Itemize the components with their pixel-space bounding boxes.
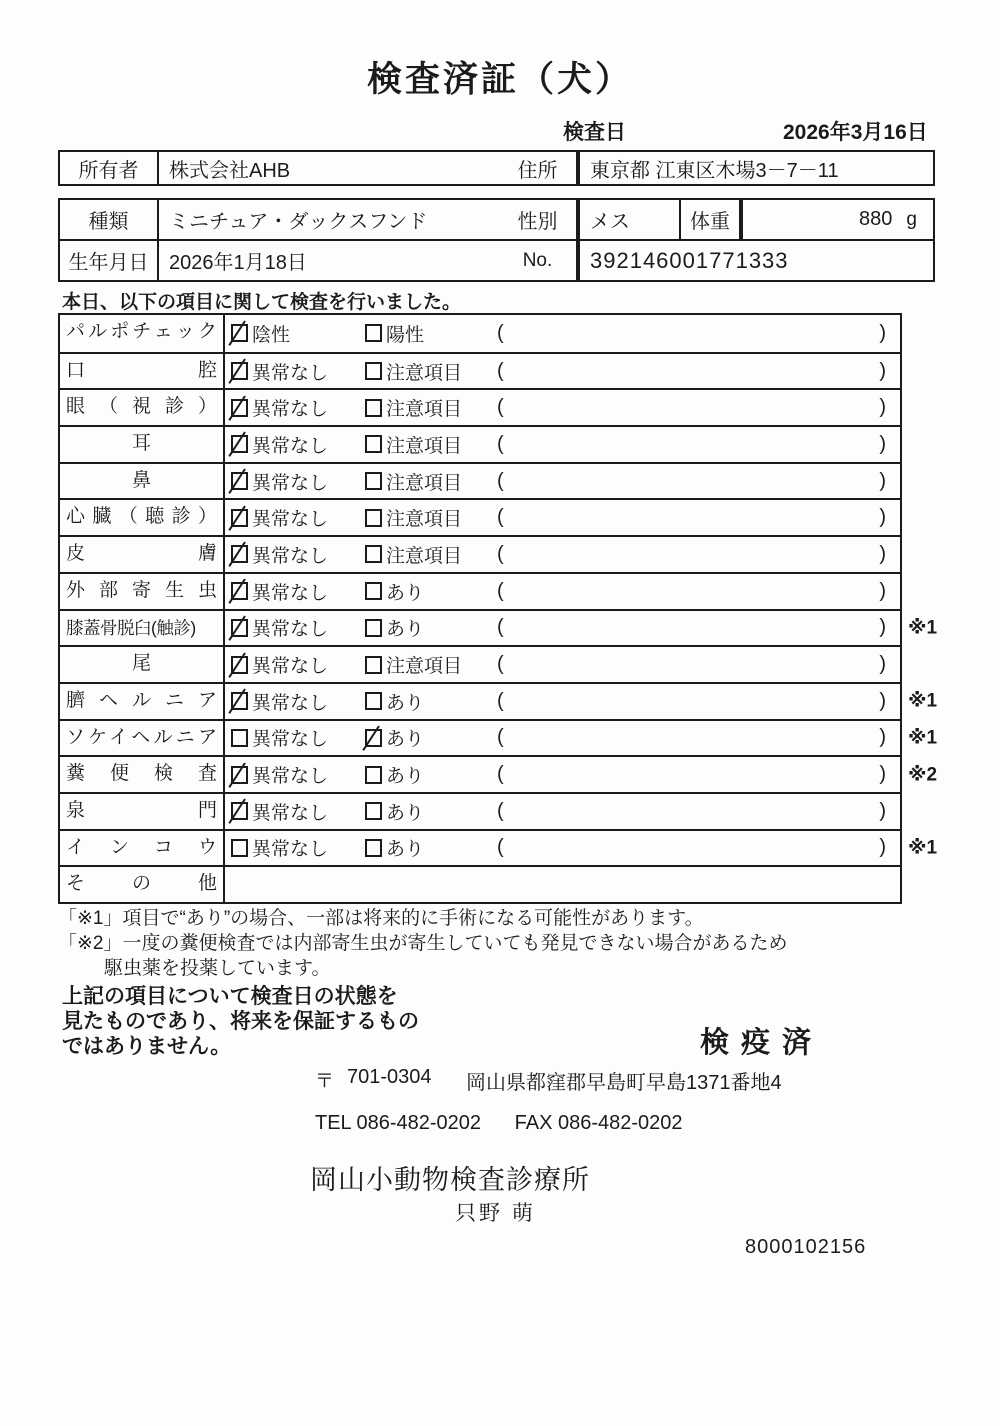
paren-open: ( xyxy=(497,836,504,859)
exam-checkbox xyxy=(365,802,382,820)
note-badge: ※1 xyxy=(908,727,938,749)
exam-row xyxy=(60,755,938,792)
paren-close: ) xyxy=(879,359,886,382)
number-value: 392146001771333 xyxy=(578,241,933,280)
owner-address-table xyxy=(58,150,935,186)
exam-row xyxy=(60,792,900,829)
exam-option-label: 異常なし xyxy=(252,472,329,494)
exam-row xyxy=(60,352,900,389)
paren-close: ) xyxy=(879,469,886,492)
exam-option xyxy=(365,394,497,421)
intro-sentence: 本日、以下の項目に関して検査を行いました。 xyxy=(62,292,462,313)
birthdate-label: 生年月日 xyxy=(60,241,159,280)
exam-option-label: 異常なし xyxy=(252,399,329,421)
paren-close: ) xyxy=(879,579,886,602)
paren-open: ( xyxy=(497,689,504,712)
note-badge: ※1 xyxy=(908,617,938,639)
paren-open: ( xyxy=(497,359,504,382)
exam-option-label: 異常なし xyxy=(252,362,329,384)
paren-close: ) xyxy=(879,506,886,529)
exam-option xyxy=(231,798,365,825)
exam-checkbox xyxy=(365,729,382,747)
birth-number-row xyxy=(60,239,933,280)
exam-option-label: 注意項目 xyxy=(386,399,463,421)
exam-checkbox xyxy=(231,839,248,857)
exam-checkbox xyxy=(231,435,248,453)
exam-checkbox xyxy=(231,472,248,490)
sex-label: 性別 xyxy=(499,200,578,239)
paren-open: ( xyxy=(497,506,504,529)
exam-option xyxy=(231,358,365,385)
exam-row-label: 鼻 xyxy=(60,464,225,499)
exam-option xyxy=(365,504,497,531)
exam-row-label: 心臓（聴診） xyxy=(60,500,225,535)
exam-table xyxy=(58,313,938,904)
tel-number: TEL 086-482-0202 xyxy=(315,1112,482,1134)
exam-row-label: ソケイヘルニア xyxy=(60,721,225,756)
exam-row-label: その他 xyxy=(60,867,225,902)
exam-option xyxy=(365,651,497,678)
exam-checkbox xyxy=(365,324,382,342)
paren-open: ( xyxy=(497,321,504,344)
owner-row xyxy=(60,152,933,184)
paren-open: ( xyxy=(497,616,504,639)
exam-option xyxy=(365,724,497,751)
exam-option xyxy=(231,394,365,421)
exam-checkbox xyxy=(365,399,382,417)
paren-close: ) xyxy=(879,799,886,822)
exam-option-label: 異常なし xyxy=(252,656,329,678)
exam-row-label: 臍ヘルニア xyxy=(60,684,225,719)
exam-row-content xyxy=(225,647,900,682)
exam-option-label: 異常なし xyxy=(252,766,329,788)
exam-checkbox xyxy=(365,839,382,857)
paren-open: ( xyxy=(497,396,504,419)
paren-open: ( xyxy=(497,432,504,455)
paren-open: ( xyxy=(497,726,504,749)
exam-option xyxy=(231,834,365,861)
exam-checkbox xyxy=(365,656,382,674)
quarantine-stamp: 検疫済 xyxy=(700,1027,824,1059)
exam-option-label: 注意項目 xyxy=(386,472,463,494)
exam-row-label: 眼（視診） xyxy=(60,390,225,425)
exam-row-label: 泉門 xyxy=(60,794,225,829)
exam-row xyxy=(60,462,900,499)
disclaimer-line: 見たものであり、将来を保証するもの xyxy=(62,1010,419,1033)
exam-row-content xyxy=(225,315,900,352)
exam-option xyxy=(365,320,497,347)
exam-row xyxy=(60,315,900,352)
clinic-name: 岡山小動物検査診療所 xyxy=(310,1165,590,1195)
postal-code: 701-0304 xyxy=(347,1066,432,1088)
owner-value: 株式会社AHB xyxy=(169,159,291,182)
exam-row-label: パルポチェック xyxy=(60,315,225,352)
exam-option-label: あり xyxy=(386,582,425,604)
weight-unit: g xyxy=(906,208,917,230)
owner-label: 所有者 xyxy=(60,152,159,184)
exam-checkbox xyxy=(231,582,248,600)
exam-row-content xyxy=(225,757,900,792)
exam-option-label: 注意項目 xyxy=(386,435,463,457)
clinic-address: 岡山県都窪郡早島町早島1371番地4 xyxy=(466,1072,782,1094)
paren-open: ( xyxy=(497,579,504,602)
exam-checkbox xyxy=(365,692,382,710)
exam-option-label: あり xyxy=(386,766,425,788)
exam-row xyxy=(60,572,900,609)
exam-option xyxy=(231,431,365,458)
footnote-1: 「※1」項目で“あり”の場合、一部は将来的に手術になる可能性があります。 xyxy=(58,908,704,929)
weight-label: 体重 xyxy=(679,200,741,239)
paren-close: ) xyxy=(879,616,886,639)
exam-option xyxy=(365,798,497,825)
exam-row-content xyxy=(225,721,900,756)
paren-close: ) xyxy=(879,321,886,344)
exam-checkbox xyxy=(365,545,382,563)
exam-checkbox xyxy=(231,545,248,563)
exam-checkbox xyxy=(231,802,248,820)
exam-option-label: 異常なし xyxy=(252,692,329,714)
exam-option xyxy=(365,761,497,788)
exam-row xyxy=(60,719,938,756)
exam-row-label: 外部寄生虫 xyxy=(60,574,225,609)
note-badge: ※1 xyxy=(908,837,938,859)
exam-checkbox xyxy=(365,472,382,490)
exam-row-content xyxy=(225,611,900,646)
paren-open: ( xyxy=(497,763,504,786)
exam-row-content xyxy=(225,574,900,609)
exam-option-label: 注意項目 xyxy=(386,545,463,567)
exam-option xyxy=(231,320,365,347)
paren-open: ( xyxy=(497,542,504,565)
exam-checkbox xyxy=(365,582,382,600)
address-label: 住所 xyxy=(499,152,578,184)
note-badge: ※2 xyxy=(908,764,938,786)
exam-option xyxy=(231,724,365,751)
exam-option-label: 注意項目 xyxy=(386,656,463,678)
exam-option-label: あり xyxy=(386,729,425,751)
exam-row-label: インコウ xyxy=(60,831,225,866)
exam-checkbox xyxy=(231,399,248,417)
exam-option-label: 異常なし xyxy=(252,839,329,861)
exam-row xyxy=(60,829,938,866)
exam-option-label: 異常なし xyxy=(252,619,329,641)
footnote-2-line2: 駆虫薬を投薬しています。 xyxy=(104,958,331,979)
exam-row xyxy=(60,498,900,535)
tel-fax-line xyxy=(315,1112,683,1135)
inspection-date-value: 2026年3月16日 xyxy=(783,121,928,144)
paren-close: ) xyxy=(879,689,886,712)
exam-option xyxy=(365,578,497,605)
exam-row-content xyxy=(225,684,900,719)
exam-option xyxy=(365,688,497,715)
exam-row-label: 口腔 xyxy=(60,354,225,389)
exam-row xyxy=(60,645,900,682)
exam-checkbox xyxy=(365,509,382,527)
exam-option-label: あり xyxy=(386,802,425,824)
exam-row-label: 皮膚 xyxy=(60,537,225,572)
exam-checkbox xyxy=(365,766,382,784)
exam-option-label: 異常なし xyxy=(252,509,329,531)
exam-option-label: 注意項目 xyxy=(386,509,463,531)
exam-row-content xyxy=(225,537,900,572)
paren-open: ( xyxy=(497,799,504,822)
exam-option xyxy=(365,468,497,495)
exam-row-content xyxy=(225,794,900,829)
note-badge: ※1 xyxy=(908,690,938,712)
postal-mark: 〒 xyxy=(315,1071,335,1092)
exam-row xyxy=(60,535,900,572)
paren-close: ) xyxy=(879,542,886,565)
exam-row-label: 耳 xyxy=(60,427,225,462)
exam-option-label: 異常なし xyxy=(252,729,329,751)
disclaimer-line: ではありません。 xyxy=(62,1035,232,1058)
footnote-2-line1: 「※2」一度の糞便検査では内部寄生虫が寄生していても発見できない場合があるため xyxy=(58,933,788,954)
weight-value: 880 xyxy=(859,208,893,230)
exam-row xyxy=(60,609,938,646)
exam-option xyxy=(365,614,497,641)
paren-close: ) xyxy=(879,763,886,786)
exam-option xyxy=(231,688,365,715)
paren-close: ) xyxy=(879,396,886,419)
exam-row xyxy=(60,682,938,719)
exam-row-label: 糞便検査 xyxy=(60,757,225,792)
exam-option xyxy=(231,614,365,641)
exam-option xyxy=(365,541,497,568)
exam-row-content xyxy=(225,867,900,902)
animal-info-table xyxy=(58,198,935,282)
breed-label: 種類 xyxy=(60,200,159,239)
exam-option xyxy=(365,358,497,385)
paren-open: ( xyxy=(497,469,504,492)
exam-checkbox xyxy=(365,435,382,453)
exam-checkbox xyxy=(231,692,248,710)
exam-option-label: 異常なし xyxy=(252,582,329,604)
exam-row xyxy=(60,425,900,462)
exam-checkbox xyxy=(231,656,248,674)
exam-option-label: あり xyxy=(386,619,425,641)
exam-row-content xyxy=(225,427,900,462)
address-value: 東京都 江東区木場3－7－11 xyxy=(578,152,933,184)
fax-number: FAX 086-482-0202 xyxy=(514,1112,683,1134)
paren-open: ( xyxy=(497,653,504,676)
exam-row xyxy=(60,388,900,425)
disclaimer-line: 上記の項目について検査日の状態を xyxy=(62,985,398,1008)
sex-value: メス xyxy=(578,200,679,239)
exam-option xyxy=(231,761,365,788)
exam-option xyxy=(365,431,497,458)
paren-close: ) xyxy=(879,726,886,749)
exam-option xyxy=(231,504,365,531)
exam-row-content xyxy=(225,354,900,389)
paren-close: ) xyxy=(879,432,886,455)
exam-option-label: 注意項目 xyxy=(386,362,463,384)
breed-value: ミニチュア・ダックスフンド xyxy=(169,211,428,233)
exam-row-label: 膝蓋骨脱臼(触診) xyxy=(60,611,225,646)
page-title: 検査済証（犬） xyxy=(366,60,633,99)
exam-row-content xyxy=(225,464,900,499)
veterinarian-name: 只野 萌 xyxy=(455,1202,536,1225)
exam-option xyxy=(231,468,365,495)
exam-option-label: あり xyxy=(386,692,425,714)
exam-option-label: 異常なし xyxy=(252,802,329,824)
exam-option-label: 陽性 xyxy=(386,324,425,346)
paren-close: ) xyxy=(879,836,886,859)
exam-checkbox xyxy=(231,324,248,342)
exam-row xyxy=(60,865,900,902)
exam-row-content xyxy=(225,390,900,425)
exam-row-label: 尾 xyxy=(60,647,225,682)
exam-option-label: あり xyxy=(386,839,425,861)
inspection-date-label: 検査日 xyxy=(563,121,626,144)
exam-row-content xyxy=(225,500,900,535)
exam-checkbox xyxy=(231,766,248,784)
exam-checkbox xyxy=(231,509,248,527)
number-label: No. xyxy=(499,241,578,280)
birthdate-value: 2026年1月18日 xyxy=(169,252,307,274)
paren-close: ) xyxy=(879,653,886,676)
breed-sex-weight-row xyxy=(60,200,933,239)
exam-option xyxy=(231,541,365,568)
exam-checkbox xyxy=(365,619,382,637)
serial-number: 8000102156 xyxy=(745,1236,867,1258)
exam-option xyxy=(365,834,497,861)
exam-checkbox xyxy=(231,619,248,637)
exam-checkbox xyxy=(231,729,248,747)
exam-row-content xyxy=(225,831,900,866)
exam-option-label: 陰性 xyxy=(252,324,291,346)
exam-option xyxy=(231,578,365,605)
exam-option xyxy=(231,651,365,678)
exam-checkbox xyxy=(365,362,382,380)
exam-checkbox xyxy=(231,362,248,380)
weight-value-cell xyxy=(741,200,933,239)
disclaimer-text xyxy=(62,984,419,1059)
exam-option-label: 異常なし xyxy=(252,435,329,457)
exam-option-label: 異常なし xyxy=(252,545,329,567)
